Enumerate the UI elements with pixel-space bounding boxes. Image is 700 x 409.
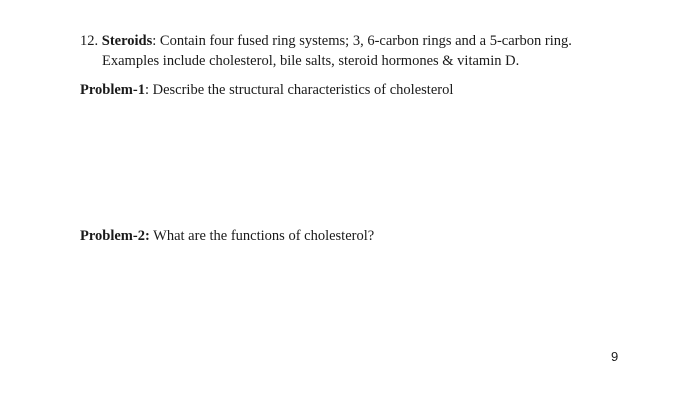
- steroids-definition: [80, 31, 660, 71]
- item-examples: Examples include cholesterol, bile salts, steroid hormones & vitamin D.: [102, 53, 520, 69]
- problem-2-label: Problem-2:: [80, 228, 150, 244]
- problem-2-text: What are the functions of cholesterol?: [149, 228, 375, 244]
- problem-1-label: Problem-1: [80, 82, 145, 98]
- problem-1-text: : Describe the structural characteristics of cholesterol: [144, 82, 454, 98]
- item-term: Steroids: [101, 33, 153, 49]
- problem-1: [80, 80, 660, 100]
- item-definition: : Contain four fused ring systems; 3, 6-carbon rings and a 5-carbon ring.: [152, 33, 572, 49]
- page-number: 9: [611, 349, 619, 364]
- problem-2: [80, 226, 660, 246]
- item-number: 12.: [80, 33, 99, 49]
